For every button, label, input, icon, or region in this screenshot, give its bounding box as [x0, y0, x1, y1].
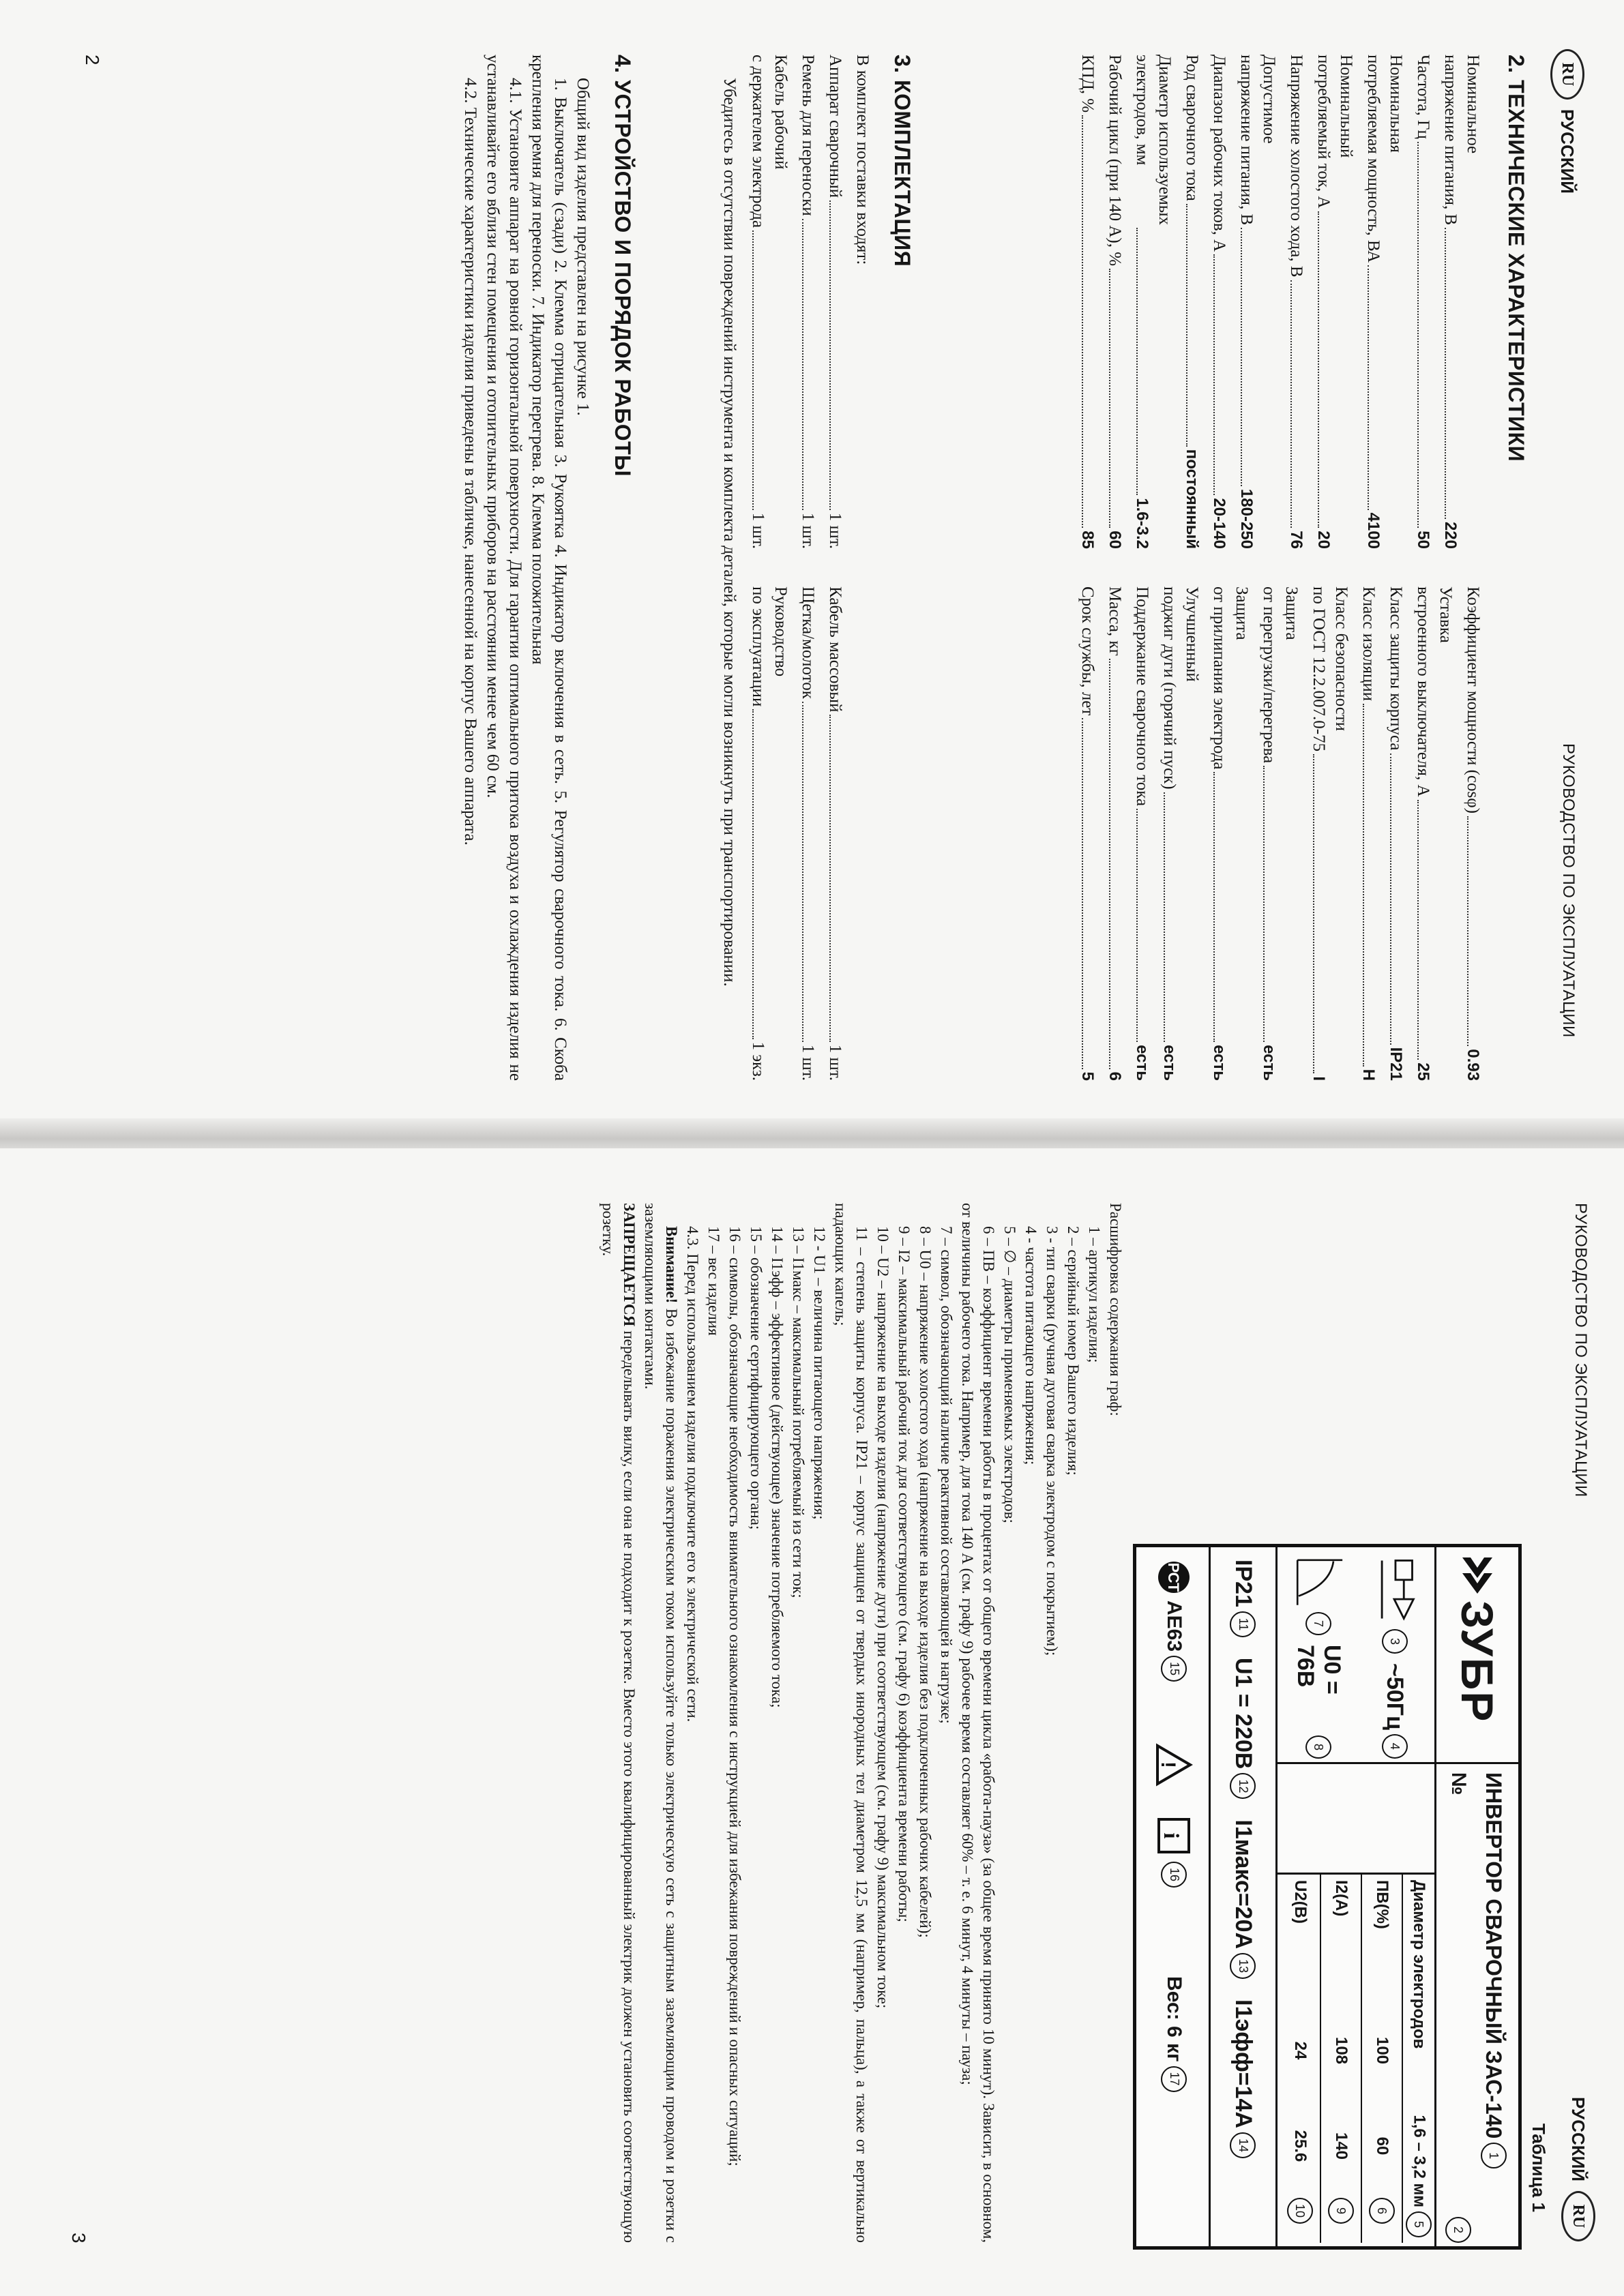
language-header [1550, 49, 1584, 194]
spec-row [1412, 586, 1457, 1081]
serial-label: № [1447, 1772, 1470, 1795]
callout-14: 14 [1230, 2132, 1256, 2158]
decode-line: 12 - U1 – величина питающего напряжения; [811, 1226, 828, 1520]
certification-code: АЕ63 [1163, 1600, 1186, 1652]
svg-text:!: ! [1157, 1761, 1180, 1769]
spec-value: 25 [1414, 1062, 1432, 1081]
spec-row [1208, 55, 1230, 549]
decode-section [597, 1203, 1126, 2243]
spec-label: Защита от прилипания электрода [1210, 586, 1251, 770]
leader-dots [1445, 228, 1446, 519]
decode-line: 5 – ∅ – диаметры применяемых электродов; [1001, 1226, 1018, 1523]
spec-label: Класс изоляции [1359, 586, 1378, 702]
plate-row-electrical [1209, 1547, 1275, 2246]
decode-line: 2 – серийный номер Вашего изделия; [1065, 1226, 1082, 1476]
spec-label: Улучшенный поджиг дуги (горячий пуск) [1160, 586, 1201, 790]
spec-label: Частота, Гц [1414, 55, 1432, 139]
leader-dots [1109, 659, 1110, 1069]
brand-logo [1443, 1554, 1511, 1759]
spec-row [1285, 55, 1308, 549]
callout-10: 10 [1287, 2198, 1313, 2224]
electrode-range: 1,6 – 3,2 мм [1410, 2115, 1429, 2207]
spec-label: Диаметр используемых электродов, мм [1133, 55, 1174, 226]
spec-value: IP21 [1387, 1047, 1405, 1081]
callout-8: 8 [1305, 1735, 1331, 1759]
table-caption: Таблица 1 [1529, 2123, 1549, 2213]
ru-badge: RU [1550, 49, 1584, 100]
spec-row [1258, 586, 1303, 1081]
spec-row [1181, 55, 1203, 549]
callout-4: 4 [1382, 1734, 1408, 1759]
callout-7: 7 [1305, 1612, 1331, 1635]
spec-row [1158, 586, 1203, 1081]
decode-title: Расшифровка содержания граф: [1107, 1203, 1124, 1416]
divider [1278, 1762, 1434, 1764]
spec-label: Номинальный потребляемый ток, А [1314, 55, 1355, 209]
spec-value: есть [1133, 1045, 1151, 1081]
page-number: 2 [82, 55, 103, 65]
leader-dots [802, 702, 803, 1042]
language-label: РУССКИЙ [1557, 109, 1578, 194]
plate-title [1473, 1772, 1514, 2243]
s4-p3: 4.1. Установите аппарат на ровной горизонтальной поверхности. Для гарантии оптимального притока воздуха и охлаждения изделия не устанавливайте его вблизи стен помещения и отопительных приборов на расстоянии менее чем 60 см. [484, 55, 525, 1081]
spec-row [1308, 586, 1353, 1081]
output-current-value: 108 [1332, 2036, 1350, 2065]
output-current-value: 140 [1332, 2132, 1350, 2160]
spec-label: Допустимое напряжение питания, В [1237, 55, 1278, 226]
spec-label: Аппарат сварочный [826, 55, 844, 198]
leader-dots [829, 200, 831, 510]
welding-symbol-icon [1371, 1554, 1419, 1625]
decode-line: 17 – вес изделия [705, 1226, 722, 1336]
spec-row [1208, 586, 1253, 1081]
output-voltage-value: 25.6 [1291, 2130, 1310, 2162]
spec-value: 85 [1078, 531, 1097, 549]
spec-value: 20 [1314, 531, 1333, 549]
leader-dots [1290, 280, 1292, 528]
section-4-title: 4. УСТРОЙСТВО И ПОРЯДОК РАБОТЫ [610, 55, 635, 477]
section-4-3: 4.3. Перед использованием изделия подключите его к электрической сети. [684, 1226, 701, 1723]
manual-header: РУКОВОДСТВО ПО ЭКСПЛУАТАЦИИ [1559, 743, 1578, 1038]
callout-11: 11 [1230, 1611, 1256, 1637]
spec-row [1357, 586, 1380, 1081]
ru-badge: RU [1561, 2191, 1595, 2241]
section-4-body [459, 55, 594, 1081]
page-3-content [0, 1148, 1624, 2296]
spec-row [1412, 55, 1434, 549]
spec-value: 6 [1106, 1071, 1124, 1081]
leader-dots [1363, 704, 1364, 1067]
brand-name: ЗУБР [1452, 1600, 1503, 1723]
spec-label: Защита от перегрузки/перегрева [1260, 586, 1301, 764]
spec-label: Ремень для переноски [799, 55, 817, 216]
callout-12: 12 [1230, 1773, 1256, 1799]
duty-cycle-value: 100 [1373, 2036, 1391, 2065]
plate-row-title [1434, 1547, 1518, 2246]
decode-line: 10 – U2 – напряжение на выходе изделия (напряжение дуги) при соответствующем (см. графу 9) максимальном токе; [874, 1226, 891, 2009]
section-2-title: 2. ТЕХНИЧЕСКИЕ ХАРАКТЕРИСТИКИ [1504, 55, 1529, 462]
leader-dots [1263, 766, 1265, 1042]
spec-label: Щетка/молоток [799, 586, 817, 699]
spec-label: Класс защиты корпуса [1387, 586, 1405, 751]
spec-value: I [1310, 1076, 1328, 1081]
volt-amp-curve-icon [1288, 1554, 1349, 1608]
leader-dots [752, 709, 754, 1039]
decode-line: 8 – U0 – напряжение холостого хода (напряжение на выходе изделия без подключенных рабочих кабелей); [917, 1226, 934, 1938]
spec-row [797, 55, 819, 549]
spec-label: Коэффициент мощности (cosφ) [1464, 586, 1482, 814]
warning-text: Во избежание поражения электрическим током используйте только электрическую сеть с защитным заземляющим проводом и розетки с заземляющими контактами. [642, 1203, 680, 2243]
kit-note-text: Убедитесь в отсутствии повреждений инструмента и комплекта деталей, которые могли возникнуть при транспортировании. [720, 78, 739, 987]
spec-value: 1 шт. [749, 512, 767, 549]
spec-value: 4100 [1364, 512, 1383, 549]
leader-dots [1136, 809, 1138, 1042]
language-label: РУССКИЙ [1568, 2097, 1589, 2181]
s4-p1: Общий вид изделия представлен на рисунке 1. [574, 78, 592, 416]
output-current-label: I2(A) [1332, 1880, 1350, 1917]
electrode-label: Диаметр электродов [1410, 1880, 1428, 2049]
language-header [1561, 2097, 1595, 2241]
callout-15: 15 [1162, 1656, 1187, 1682]
decode-line: 15 – обозначение сертифицирующего органа; [748, 1226, 765, 1530]
effective-current: I1эфф=14А [1230, 1999, 1256, 2128]
leader-dots [1109, 269, 1110, 528]
leader-dots [1417, 142, 1419, 528]
callout-5: 5 [1406, 2211, 1432, 2237]
decode-line: 3 - тип сварки (ручная дуговая сварка электродом с покрытием); [1044, 1226, 1061, 1656]
max-current: I1макс=20А [1230, 1819, 1256, 1950]
decode-list [703, 1203, 1105, 2243]
spec-value: 5 [1078, 1071, 1097, 1081]
spec-label: Номинальное напряжение питания, В [1441, 55, 1482, 226]
callout-2: 2 [1445, 2217, 1471, 2243]
warning-triangle-icon [1155, 1743, 1194, 1787]
decode-line: 4 - частота питающего напряжения; [1022, 1226, 1039, 1465]
decode-line: 14 – I1эфф – эффективное (действующее) значение потребляемого тока; [769, 1226, 786, 1708]
ip-rating: IP21 [1230, 1560, 1256, 1607]
callout-1: 1 [1481, 2143, 1507, 2168]
divider [1436, 1762, 1518, 1764]
spec-label: Напряжение холостого хода, В [1287, 55, 1305, 278]
leader-dots [1390, 754, 1391, 1045]
read-manual-icon [1155, 1814, 1194, 1858]
forbid-lead: ЗАПРЕЩАЕТСЯ [621, 1203, 638, 1327]
spec-row [1076, 55, 1099, 549]
leader-dots [1136, 228, 1138, 495]
spec-label: КПД, % [1078, 55, 1097, 113]
spec-value: 220 [1441, 521, 1460, 549]
spec-row [747, 586, 792, 1081]
callout-6: 6 [1369, 2198, 1395, 2224]
decode-line: 9 – I2 – максимальный рабочий ток для соответствующего (см. графу 6) коэффициента времени работы; [896, 1226, 913, 1922]
spec-value: 20-140 [1210, 498, 1228, 549]
plate-number-row [1441, 1772, 1476, 2243]
welding-type [1361, 1554, 1429, 1759]
spec-value: есть [1260, 1045, 1278, 1081]
callout-16: 16 [1162, 1862, 1187, 1888]
leader-dots [802, 219, 803, 510]
page-3 [0, 1148, 1624, 2296]
spec-row [1076, 586, 1099, 1081]
spec-label: Срок службы, лет [1078, 586, 1097, 716]
page-number: 3 [68, 2233, 89, 2243]
leader-dots [1417, 800, 1419, 1060]
spec-label: Руководство по эксплуатации [749, 586, 790, 707]
spec-label: Класс безопасности по ГОСТ 12.2.007.0-75 [1310, 586, 1350, 752]
leader-dots [1313, 754, 1314, 1073]
manual-header: РУКОВОДСТВО ПО ЭКСПЛУАТАЦИИ [1571, 1203, 1590, 1497]
open-circuit-voltage: U0 = 76В [1293, 1645, 1345, 1695]
duty-cycle-value: 60 [1373, 2136, 1391, 2156]
decode-line: 11 – степень защиты корпуса. IP21 – корпус защищен от твердых инородных тел диаметром 12,5 мм (например, пальца), а также от вертикально падающих капель; [832, 1203, 870, 2243]
spec-value: 76 [1287, 531, 1305, 549]
leader-dots [1213, 254, 1215, 495]
leader-dots [1164, 792, 1165, 1042]
rating-plate [1133, 1544, 1522, 2250]
s4-p2: 1. Выключатель (сзади) 2. Клемма отрицательная 3. Рукоятка 4. Индикатор включения в сеть. 5. Регулятор сварочного тока. 6. Скоба крепления ремня для переноски. 7. Индикатор перегрева. 8. Клемма положительная [529, 55, 570, 1081]
decode-line: 6 – ПВ – коэффициент времени работы в процентах от общего времени цикла «работа-пауза» (за общее время принято 10 минут). Зависит, в основном, от величины рабочего тока. Например, для тока 140 А (см. графу 9) рабочее время составляет 60% – т. е. 6 минут, 4 минуты – пауза; [959, 1203, 997, 2243]
spec-label: Кабель массовый [826, 586, 844, 713]
decode-line: 1 – артикул изделия; [1086, 1226, 1103, 1363]
callout-3: 3 [1382, 1629, 1408, 1654]
decode-line: 13 – I1макс – максимальный потребляемый из сети ток; [790, 1226, 807, 1598]
leader-dots [752, 230, 754, 510]
spec-value: 1 экз. [749, 1041, 767, 1081]
electrode-table [1278, 1875, 1434, 2243]
leader-dots [1186, 204, 1187, 447]
spec-value: 180-250 [1237, 488, 1256, 549]
leader-dots [1368, 265, 1369, 509]
plate-row-certs [1140, 1547, 1209, 2246]
spec-label: Рабочий цикл (при 140 А), % [1106, 55, 1124, 267]
forbid-paragraph [597, 1203, 640, 2243]
leader-dots [1467, 816, 1468, 1046]
section-3-title: 3. КОМПЛЕКТАЦИЯ [890, 55, 915, 267]
spec-row [1235, 55, 1280, 549]
callout-13: 13 [1230, 1953, 1256, 1979]
spec-value: 0.93 [1464, 1049, 1482, 1081]
spec-row [824, 55, 846, 549]
spec-row [1385, 586, 1407, 1081]
leader-dots [1082, 718, 1083, 1069]
spec-row [1104, 55, 1126, 549]
spec-row [1312, 55, 1357, 549]
spec-row [1439, 55, 1484, 549]
spec-value: 1 шт. [799, 512, 817, 549]
spec-label: Поддержание сварочного тока [1133, 586, 1151, 807]
spec-row [747, 55, 792, 549]
spec-value: 60 [1106, 531, 1124, 549]
weight: Вес: 6 кг [1163, 1976, 1186, 2062]
spec-label: Род сварочного тока [1183, 55, 1201, 201]
spec-value: 50 [1414, 531, 1432, 549]
spec-row [797, 586, 819, 1081]
spec-label: Диапазон рабочих токов, А [1210, 55, 1228, 252]
certification-mark-icon [1157, 1560, 1192, 1595]
spec-value: 1.6-3.2 [1133, 498, 1151, 549]
decode-line: 7 – символ, обозначающий наличие реактивной составляющей в нагрузке; [938, 1226, 955, 1724]
warning-paragraph [640, 1203, 682, 2243]
spec-row [1462, 586, 1484, 1081]
svg-text:РСТ: РСТ [1165, 1562, 1183, 1592]
leader-dots [1213, 772, 1215, 1042]
svg-text:i: i [1160, 1832, 1185, 1839]
spec-value: 1 шт. [799, 1044, 817, 1081]
kit-right-column [742, 586, 846, 1081]
frequency: ~50Гц [1382, 1663, 1408, 1730]
spec-label: Уставка встроенного выключателя, А [1414, 586, 1455, 797]
specs-left-column [1072, 55, 1484, 549]
supply-voltage: U1 = 220В [1230, 1657, 1256, 1770]
brand-arrow-icon [1457, 1554, 1498, 1595]
divider [1278, 1873, 1434, 1875]
forbid-text: переделывать вилку, если она не подходит к розетке. Вместо этого квалифицированный электрик должен установить соответствующую розетку. [600, 1203, 638, 2243]
kit-intro: В комплект поставки входят: [853, 55, 872, 265]
spec-row [1131, 55, 1176, 549]
spec-value: H [1359, 1069, 1378, 1081]
spec-label: Кабель рабочий с держателем электрода [749, 55, 790, 228]
leader-dots [1082, 115, 1083, 528]
plate-title-text: ИНВЕРТОР СВАРОЧНЫЙ ЗАС-140 [1481, 1772, 1507, 2139]
leader-dots [1241, 228, 1242, 486]
decode-line: 16 – символы, обозначающие необходимость внимательного ознакомления с инструкцией для избежания повреждений и опасных ситуаций; [726, 1226, 743, 2166]
output-voltage-value: 24 [1291, 2041, 1310, 2060]
kit-note [718, 55, 741, 1081]
output-voltage-label: U2(B) [1291, 1880, 1310, 1924]
plate-row-params [1275, 1547, 1434, 2246]
spec-value: есть [1160, 1045, 1179, 1081]
specs-right-column [1072, 586, 1484, 1081]
leader-dots [829, 715, 831, 1041]
spec-row [1362, 55, 1407, 549]
spec-value: постоянный [1183, 449, 1201, 549]
spec-label: Масса, кг [1106, 586, 1124, 656]
leader-dots [1318, 211, 1319, 528]
spec-row [1104, 586, 1126, 1081]
duty-cycle-label: ПВ(%) [1373, 1880, 1391, 1929]
callout-9: 9 [1328, 2198, 1354, 2224]
spec-row [824, 586, 846, 1081]
spec-value: есть [1210, 1045, 1228, 1081]
spec-value: 1 шт. [826, 512, 844, 549]
voltage-curve [1281, 1554, 1356, 1759]
warning-lead: Внимание! [663, 1226, 680, 1304]
s4-p4: 4.2. Технические характеристики изделия приведены в табличке, нанесенной на корпус Вашего аппарата. [461, 78, 479, 846]
spec-label: Номинальная потребляемая мощность, ВА [1364, 55, 1405, 263]
spec-row [1131, 586, 1153, 1081]
kit-left-column [742, 55, 846, 549]
callout-17: 17 [1162, 2066, 1187, 2092]
spec-value: 1 шт. [826, 1044, 844, 1081]
